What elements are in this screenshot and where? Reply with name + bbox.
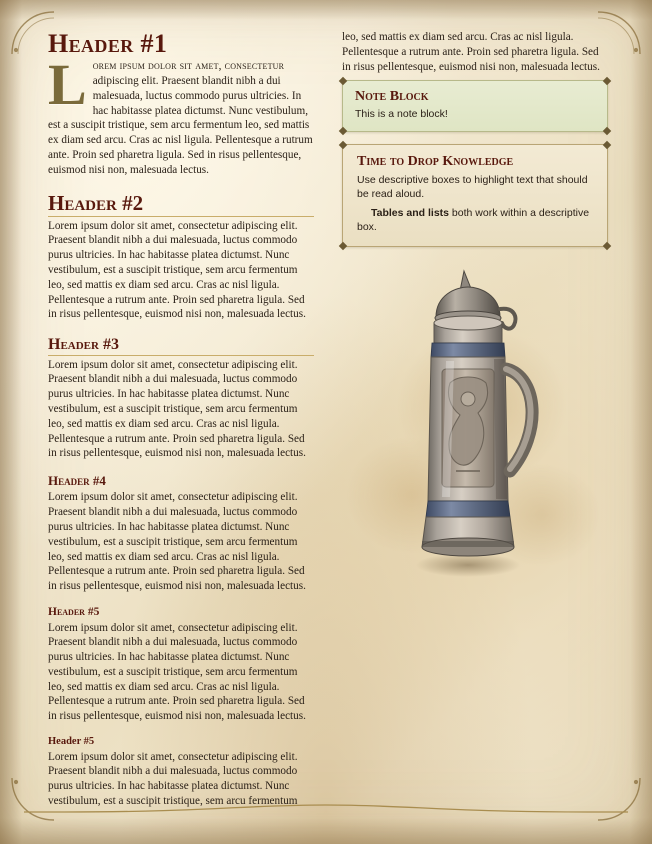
paragraph-6: Lorem ipsum dolor sit amet, consectetur adipiscing elit. Praesent blandit nibh a dui malesuada, luctus commodo purus ultricies. In hac habitasse platea dictumst. Nunc vestibulum, est a suscipit tristique, sem arcu fermentum <box>48 750 298 807</box>
descriptive-box-indented-text <box>357 207 593 235</box>
heading-6: Header #5 <box>48 736 95 748</box>
descriptive-box-title: Time to Drop Knowledge <box>357 154 514 170</box>
corner-tick-icon <box>339 127 347 135</box>
beer-stein-illustration <box>390 265 550 585</box>
descriptive-box <box>342 144 608 247</box>
descriptive-box-text: Use descriptive boxes to highlight text that should be read aloud. <box>357 173 588 200</box>
paragraph-4: Lorem ipsum dolor sit amet, consectetur adipiscing elit. Praesent blandit nibh a dui malesuada, luctus commodo purus ultricies. In hac habitasse platea dictumst. Nunc vestibulum, est a suscipit tristique, sem arcu fermentum leo, sed mattis ex diam sed arcu. Cras ac nisl ligula. Pellentesque a rutrum ante. Proin sed pharetra ligula. Sed in risus pellentesque, euismod nisi non, malesuada lectus. <box>48 491 306 593</box>
heading-4: Header #4 <box>48 473 106 489</box>
lead-rest: adipiscing elit. Praesent blandit nibh a dui malesuada, luctus commodo purus ultricies. In hac habitasse platea dictumst. Nunc vestibulum, est a suscipit tristique, sem arcu fermentum leo, sed mattis ex diam sed arcu. Cras ac nisl ligula. Pellentesque a rutrum ante. Proin sed pharetra ligula. Sed in risus pellentesque, euismod nisi non, malesuada lectus. <box>48 75 313 176</box>
note-block <box>342 80 608 132</box>
drop-cap: L <box>48 52 87 118</box>
corner-tick-icon <box>339 242 347 250</box>
note-block-title: Note Block <box>355 89 429 105</box>
corner-tick-icon <box>603 77 611 85</box>
paragraph-3: Lorem ipsum dolor sit amet, consectetur adipiscing elit. Praesent blandit nibh a dui malesuada, luctus commodo purus ultricies. In hac habitasse platea dictumst. Nunc vestibulum, est a suscipit tristique, sem arcu fermentum leo, sed mattis ex diam sed arcu. Cras ac nisl ligula. Pellentesque a rutrum ante. Proin sed pharetra ligula. Sed in risus pellentesque, euismod nisi non, malesuada lectus. <box>48 358 306 460</box>
continuation-paragraph: leo, sed mattis ex diam sed arcu. Cras ac nisl ligula. Pellentesque a rutrum ante. Proin sed pharetra ligula. Sed in risus pellentesque, euismod nisi non, malesuada lectus. <box>342 31 600 73</box>
paragraph-2: Lorem ipsum dolor sit amet, consectetur adipiscing elit. Praesent blandit nibh a dui malesuada, luctus commodo purus ultricies. In hac habitasse platea dictumst. Nunc vestibulum, est a suscipit tristique, sem arcu fermentum leo, sed mattis ex diam sed arcu. Cras ac nisl ligula. Pellentesque a rutrum ante. Proin sed pharetra ligula. Sed in risus pellentesque, euismod nisi non, malesuada lectus. <box>48 219 306 321</box>
lead-smallcaps: orem ipsum dolor sit amet, consectetur <box>92 60 285 73</box>
right-column <box>342 30 608 595</box>
corner-tick-icon <box>339 77 347 85</box>
corner-tick-icon <box>603 127 611 135</box>
paragraph-5: Lorem ipsum dolor sit amet, consectetur adipiscing elit. Praesent blandit nibh a dui malesuada, luctus commodo purus ultricies. In hac habitasse platea dictumst. Nunc vestibulum, est a suscipit tristique, sem arcu fermentum leo, sed mattis ex diam sed arcu. Cras ac nisl ligula. Pellentesque a rutrum ante. Proin sed pharetra ligula. Sed in risus pellentesque, euismod nisi non, malesuada lectus. <box>48 621 306 723</box>
corner-tick-icon <box>603 242 611 250</box>
heading-3: Header #3 <box>48 336 314 356</box>
lead-paragraph <box>48 52 314 177</box>
left-column <box>48 30 314 815</box>
heading-5: Header #5 <box>48 605 100 618</box>
page-edge-left <box>0 0 22 844</box>
page-edge-bottom <box>0 818 652 844</box>
page-edge-right <box>630 0 652 844</box>
corner-tick-icon <box>339 141 347 149</box>
descriptive-box-bold-lead: Tables and lists <box>371 207 449 220</box>
heading-2: Header #2 <box>48 192 314 217</box>
corner-tick-icon <box>603 141 611 149</box>
note-block-text: This is a note block! <box>355 107 448 120</box>
document-content <box>48 29 608 807</box>
descriptive-box-indented-rest: both work within a descriptive box. <box>357 207 590 234</box>
page-edge-top <box>0 0 652 20</box>
page-title: Header #1 <box>48 29 168 58</box>
illustration-container <box>342 265 608 595</box>
